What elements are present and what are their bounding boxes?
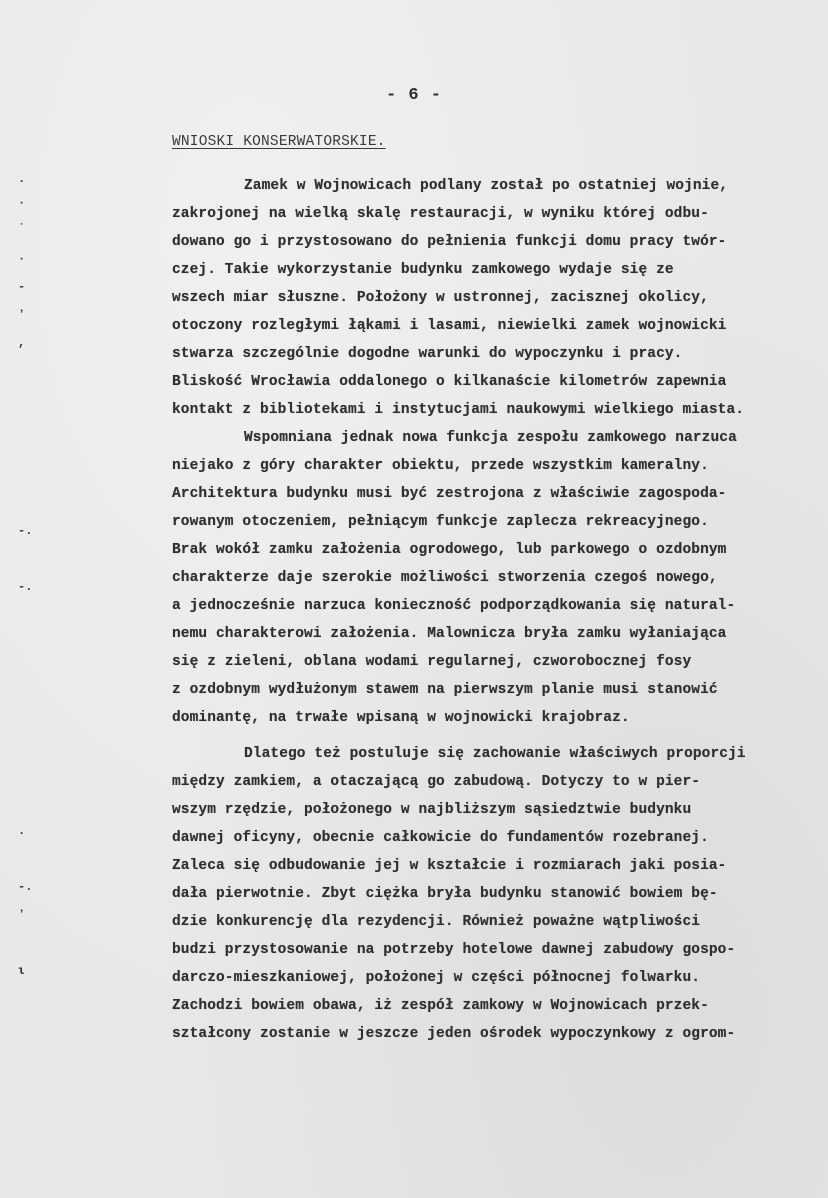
text-line: Zaleca się odbudowanie jej w kształcie i rozmiarach jaki posia- bbox=[172, 858, 727, 874]
scan-speck: . bbox=[18, 824, 26, 838]
text-line: wszym rzędzie, położonego w najbliższym sąsiedztwie budynku bbox=[172, 802, 692, 818]
scan-speck: -. bbox=[18, 580, 33, 594]
text-line: z ozdobnym wydłużonym stawem na pierwszym planie musi stanowić bbox=[172, 682, 718, 698]
text-line: się z zieleni, oblana wodami regularnej, czworobocznej fosy bbox=[172, 654, 692, 670]
text-line: Architektura budynku musi być zestrojona z właściwie zagospoda- bbox=[172, 486, 727, 502]
text-line: Zachodzi bowiem obawa, iż zespół zamkowy w Wojnowicach przek- bbox=[172, 998, 709, 1014]
text-line: darczo-mieszkaniowej, położonej w części północnej folwarku. bbox=[172, 970, 701, 986]
scan-speck: · bbox=[18, 252, 26, 266]
text-line: dawnej oficyny, obecnie całkowicie do fundamentów rozebranej. bbox=[172, 830, 709, 846]
text-line: charakterze daje szerokie możliwości stworzenia czegoś nowego, bbox=[172, 570, 718, 586]
page-number: - 6 - bbox=[385, 86, 442, 105]
text-line: niejako z góry charakter obiektu, przede wszystkim kameralny. bbox=[172, 458, 709, 474]
text-line: dominantę, na trwałe wpisaną w wojnowicki krajobraz. bbox=[172, 710, 630, 726]
text-line: ształcony zostanie w jeszcze jeden ośrodek wypoczynkowy z ogrom- bbox=[172, 1026, 736, 1042]
text-line: wszech miar słuszne. Położony w ustronnej, zacisznej okolicy, bbox=[172, 290, 709, 306]
text-line: dowano go i przystosowano do pełnienia funkcji domu pracy twór- bbox=[172, 234, 727, 250]
text-line: Wspomniana jednak nowa funkcja zespołu zamkowego narzuca bbox=[244, 430, 737, 446]
text-line: dzie konkurencję dla rezydencji. Również poważne wątpliwości bbox=[172, 914, 701, 930]
scan-speck: . bbox=[18, 172, 26, 186]
text-line: zakrojonej na wielką skalę restauracji, w wyniku której odbu- bbox=[172, 206, 709, 222]
scan-speck: , bbox=[18, 336, 26, 350]
scan-speck: ɩ bbox=[18, 964, 26, 978]
text-line: rowanym otoczeniem, pełniącym funkcje zaplecza rekreacyjnego. bbox=[172, 514, 709, 530]
scan-speck: - bbox=[18, 280, 26, 294]
text-line: Brak wokół zamku założenia ogrodowego, lub parkowego o ozdobnym bbox=[172, 542, 727, 558]
text-line: dała pierwotnie. Zbyt ciężka bryła budynku stanowić bowiem bę- bbox=[172, 886, 718, 902]
text-line: a jednocześnie narzuca konieczność podporządkowania się natural- bbox=[172, 598, 736, 614]
scan-speck: ʼ bbox=[18, 908, 26, 922]
scan-speck: ˙ bbox=[18, 222, 26, 236]
text-line: otoczony rozległymi łąkami i lasami, niewielki zamek wojnowicki bbox=[172, 318, 727, 334]
section-heading: WNIOSKI KONSERWATORSKIE. bbox=[172, 134, 386, 150]
scan-speck: -. bbox=[18, 524, 33, 538]
text-line: Dlatego też postuluje się zachowanie właściwych proporcji bbox=[244, 746, 746, 762]
text-line: czej. Takie wykorzystanie budynku zamkowego wydaje się ze bbox=[172, 262, 674, 278]
text-line: między zamkiem, a otaczającą go zabudową. Dotyczy to w pier- bbox=[172, 774, 701, 790]
scan-speck: ʼ bbox=[18, 308, 26, 322]
scan-speck: · bbox=[18, 196, 26, 210]
text-line: Zamek w Wojnowicach podlany został po ostatniej wojnie, bbox=[244, 178, 729, 194]
text-line: kontakt z bibliotekami i instytucjami naukowymi wielkiego miasta. bbox=[172, 402, 745, 418]
text-line: Bliskość Wrocławia oddalonego o kilkanaście kilometrów zapewnia bbox=[172, 374, 727, 390]
text-line: budzi przystosowanie na potrzeby hotelowe dawnej zabudowy gospo- bbox=[172, 942, 736, 958]
text-line: nemu charakterowi założenia. Malownicza bryła zamku wyłaniająca bbox=[172, 626, 727, 642]
scan-speck: -. bbox=[18, 880, 33, 894]
text-line: stwarza szczególnie dogodne warunki do wypoczynku i pracy. bbox=[172, 346, 683, 362]
